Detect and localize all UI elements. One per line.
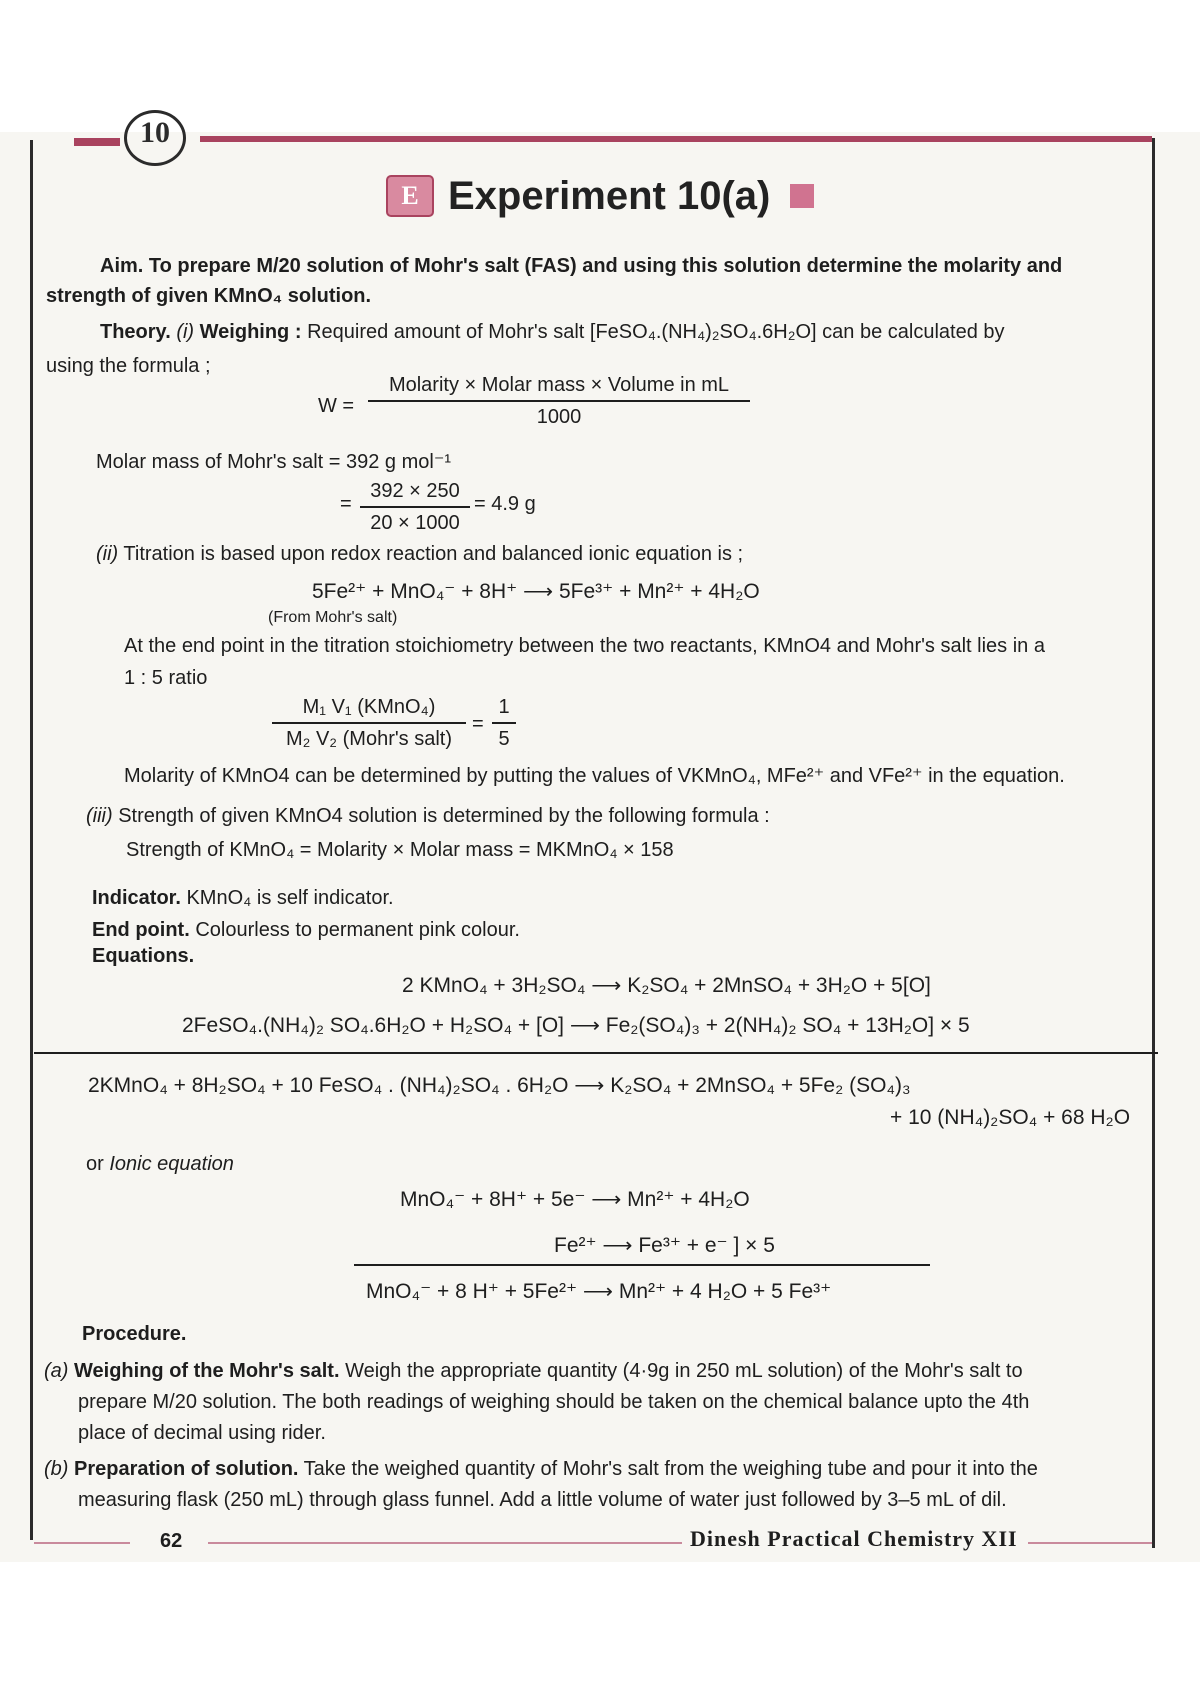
indicator-text: KMnO₄ is self indicator.: [186, 887, 394, 909]
molarity-text: Molarity of KMnO4 can be determined by putting the values of VKMnO₄, MFe²⁺ and VFe²⁺ in the equation.: [124, 765, 1065, 787]
theory-line-1: [100, 318, 1005, 346]
theory-item3-num: (iii): [86, 805, 113, 827]
ionic-label: Ionic equation: [109, 1153, 234, 1175]
ionic-label-line: [86, 1150, 234, 1178]
aim-line-1: [100, 252, 1062, 280]
theory-item1-label: Weighing :: [199, 321, 302, 343]
theory-item2-text: Titration is based upon redox reaction and balanced ionic equation is ;: [123, 543, 744, 565]
ionic-sum-rule: [354, 1264, 930, 1266]
ratio-result-numerator: 1: [492, 694, 516, 724]
aim-text-1: To prepare M/20 solution of Mohr's salt (FAS) and using this solution determine the molarity and: [148, 255, 1063, 277]
procedure-a-line-3: place of decimal using rider.: [78, 1422, 326, 1444]
aim-text-2: strength of given KMnO₄ solution.: [46, 285, 372, 307]
endpoint-text-1: At the end point in the titration stoichiometry between the two reactants, KMnO4 and Mohr's salt lies in a: [124, 635, 1045, 657]
page-title: Experiment 10(a): [448, 173, 771, 218]
aim-label: Aim.: [100, 255, 144, 277]
theory-item3: [86, 802, 770, 830]
equations-sum-rule: [34, 1052, 1158, 1054]
end-point-text: Colourless to permanent pink colour.: [195, 919, 520, 941]
total-equation-1: 2KMnO₄ + 8H₂SO₄ + 10 FeSO₄ . (NH₄)₂SO₄ . 6H₂O ⟶ K₂SO₄ + 2MnSO₄ + 5Fe₂ (SO₄)₃: [88, 1074, 911, 1097]
page-number: 62: [160, 1530, 183, 1552]
calc-result: = 4.9 g: [474, 493, 536, 515]
procedure-a-title: Weighing of the Mohr's salt.: [74, 1360, 340, 1382]
ratio-eq-sign: =: [472, 713, 484, 735]
chapter-badge: 10: [124, 110, 186, 166]
frame-right-border: [1152, 138, 1155, 1548]
theory-label: Theory.: [100, 321, 171, 343]
top-accent-bar-left: [74, 138, 120, 146]
procedure-b-line-1: Take the weighed quantity of Mohr's salt from the weighing tube and pour it into the: [303, 1458, 1038, 1480]
footer-rule-right: [1028, 1542, 1152, 1544]
ionic-half-1: MnO₄⁻ + 8H⁺ + 5e⁻ ⟶ Mn²⁺ + 4H₂O: [400, 1188, 750, 1211]
strength-formula: Strength of KMnO₄ = Molarity × Molar mass = MKMnO₄ × 158: [126, 839, 674, 861]
indicator-line: [92, 884, 394, 912]
w-formula-fraction: [368, 372, 750, 430]
procedure-b-title: Preparation of solution.: [74, 1458, 299, 1480]
calc-numerator: 392 × 250: [360, 478, 470, 508]
equations-label: Equations.: [92, 945, 195, 967]
molar-mass-line: Molar mass of Mohr's salt = 392 g mol⁻¹: [96, 451, 452, 473]
w-denominator: 1000: [536, 406, 582, 428]
equation-2: 2FeSO₄.(NH₄)₂ SO₄.6H₂O + H₂SO₄ + [O] ⟶ Fe₂(SO₄)₃ + 2(NH₄)₂ SO₄ + 13H₂O] × 5: [182, 1014, 970, 1037]
footer-rule-middle: [208, 1542, 682, 1544]
theory-item2-num: (ii): [96, 543, 119, 565]
frame-left-border: [30, 140, 33, 1540]
equation-1: 2 KMnO₄ + 3H₂SO₄ ⟶ K₂SO₄ + 2MnSO₄ + 3H₂O + 5[O]: [402, 974, 931, 997]
ratio-denominator: M₂ V₂ (Mohr's salt): [285, 728, 453, 750]
ratio-numerator: M₁ V₁ (KMnO₄): [272, 694, 466, 724]
ionic-label-or: or: [86, 1153, 104, 1175]
total-equation-2: + 10 (NH₄)₂SO₄ + 68 H₂O: [890, 1106, 1131, 1129]
w-label: W =: [318, 395, 355, 417]
calc-denominator: 20 × 1000: [370, 512, 460, 534]
end-point-label: End point.: [92, 919, 190, 941]
procedure-b-num: (b): [44, 1458, 69, 1480]
title-square-icon: [790, 184, 814, 208]
theory-item2: [96, 540, 743, 568]
w-numerator: Molarity × Molar mass × Volume in mL: [368, 372, 750, 402]
procedure-label: Procedure.: [82, 1323, 187, 1345]
theory-item3-text: Strength of given KMnO4 solution is determined by the following formula :: [118, 805, 770, 827]
footer-rule-left: [34, 1542, 130, 1544]
ratio-result-fraction: [492, 694, 516, 752]
ratio-result-denominator: 5: [498, 728, 510, 750]
ionic-equation-note: (From Mohr's salt): [268, 609, 398, 626]
book-title: Dinesh Practical Chemistry XII: [690, 1526, 1018, 1551]
procedure-a-num: (a): [44, 1360, 69, 1382]
indicator-label: Indicator.: [92, 887, 181, 909]
procedure-item-a: [44, 1356, 1156, 1449]
calc-eq-sign: =: [340, 493, 352, 515]
ionic-total: MnO₄⁻ + 8 H⁺ + 5Fe²⁺ ⟶ Mn²⁺ + 4 H₂O + 5 Fe³⁺: [366, 1280, 832, 1303]
experiment-title-block: [386, 168, 814, 224]
theory-item1-text: Required amount of Mohr's salt [FeSO₄.(NH₄)₂SO₄.6H₂O] can be calculated by: [307, 321, 1005, 343]
procedure-item-b: [44, 1454, 1156, 1516]
top-accent-bar-right: [200, 136, 1152, 142]
procedure-a-line-2: prepare M/20 solution. The both readings of weighing should be taken on the chemical balance upto the 4th: [78, 1391, 1030, 1413]
end-point-line: [92, 916, 520, 944]
procedure-b-line-2: measuring flask (250 mL) through glass funnel. Add a little volume of water just followed by 3–5 mL of dil.: [78, 1489, 1007, 1511]
theory-item1-num: (i): [176, 321, 195, 343]
endpoint-text-2: 1 : 5 ratio: [124, 667, 208, 689]
ratio-fraction: [272, 694, 466, 752]
experiment-badge: E: [386, 175, 434, 217]
ionic-half-2: Fe²⁺ ⟶ Fe³⁺ + e⁻ ] × 5: [554, 1234, 775, 1257]
theory-item1-text-2: using the formula ;: [46, 355, 211, 377]
calc-fraction: [360, 478, 470, 536]
procedure-a-line-1: Weigh the appropriate quantity (4·9g in 250 mL solution) of the Mohr's salt to: [345, 1360, 1023, 1382]
ionic-equation: 5Fe²⁺ + MnO₄⁻ + 8H⁺ ⟶ 5Fe³⁺ + Mn²⁺ + 4H₂O: [312, 580, 760, 603]
